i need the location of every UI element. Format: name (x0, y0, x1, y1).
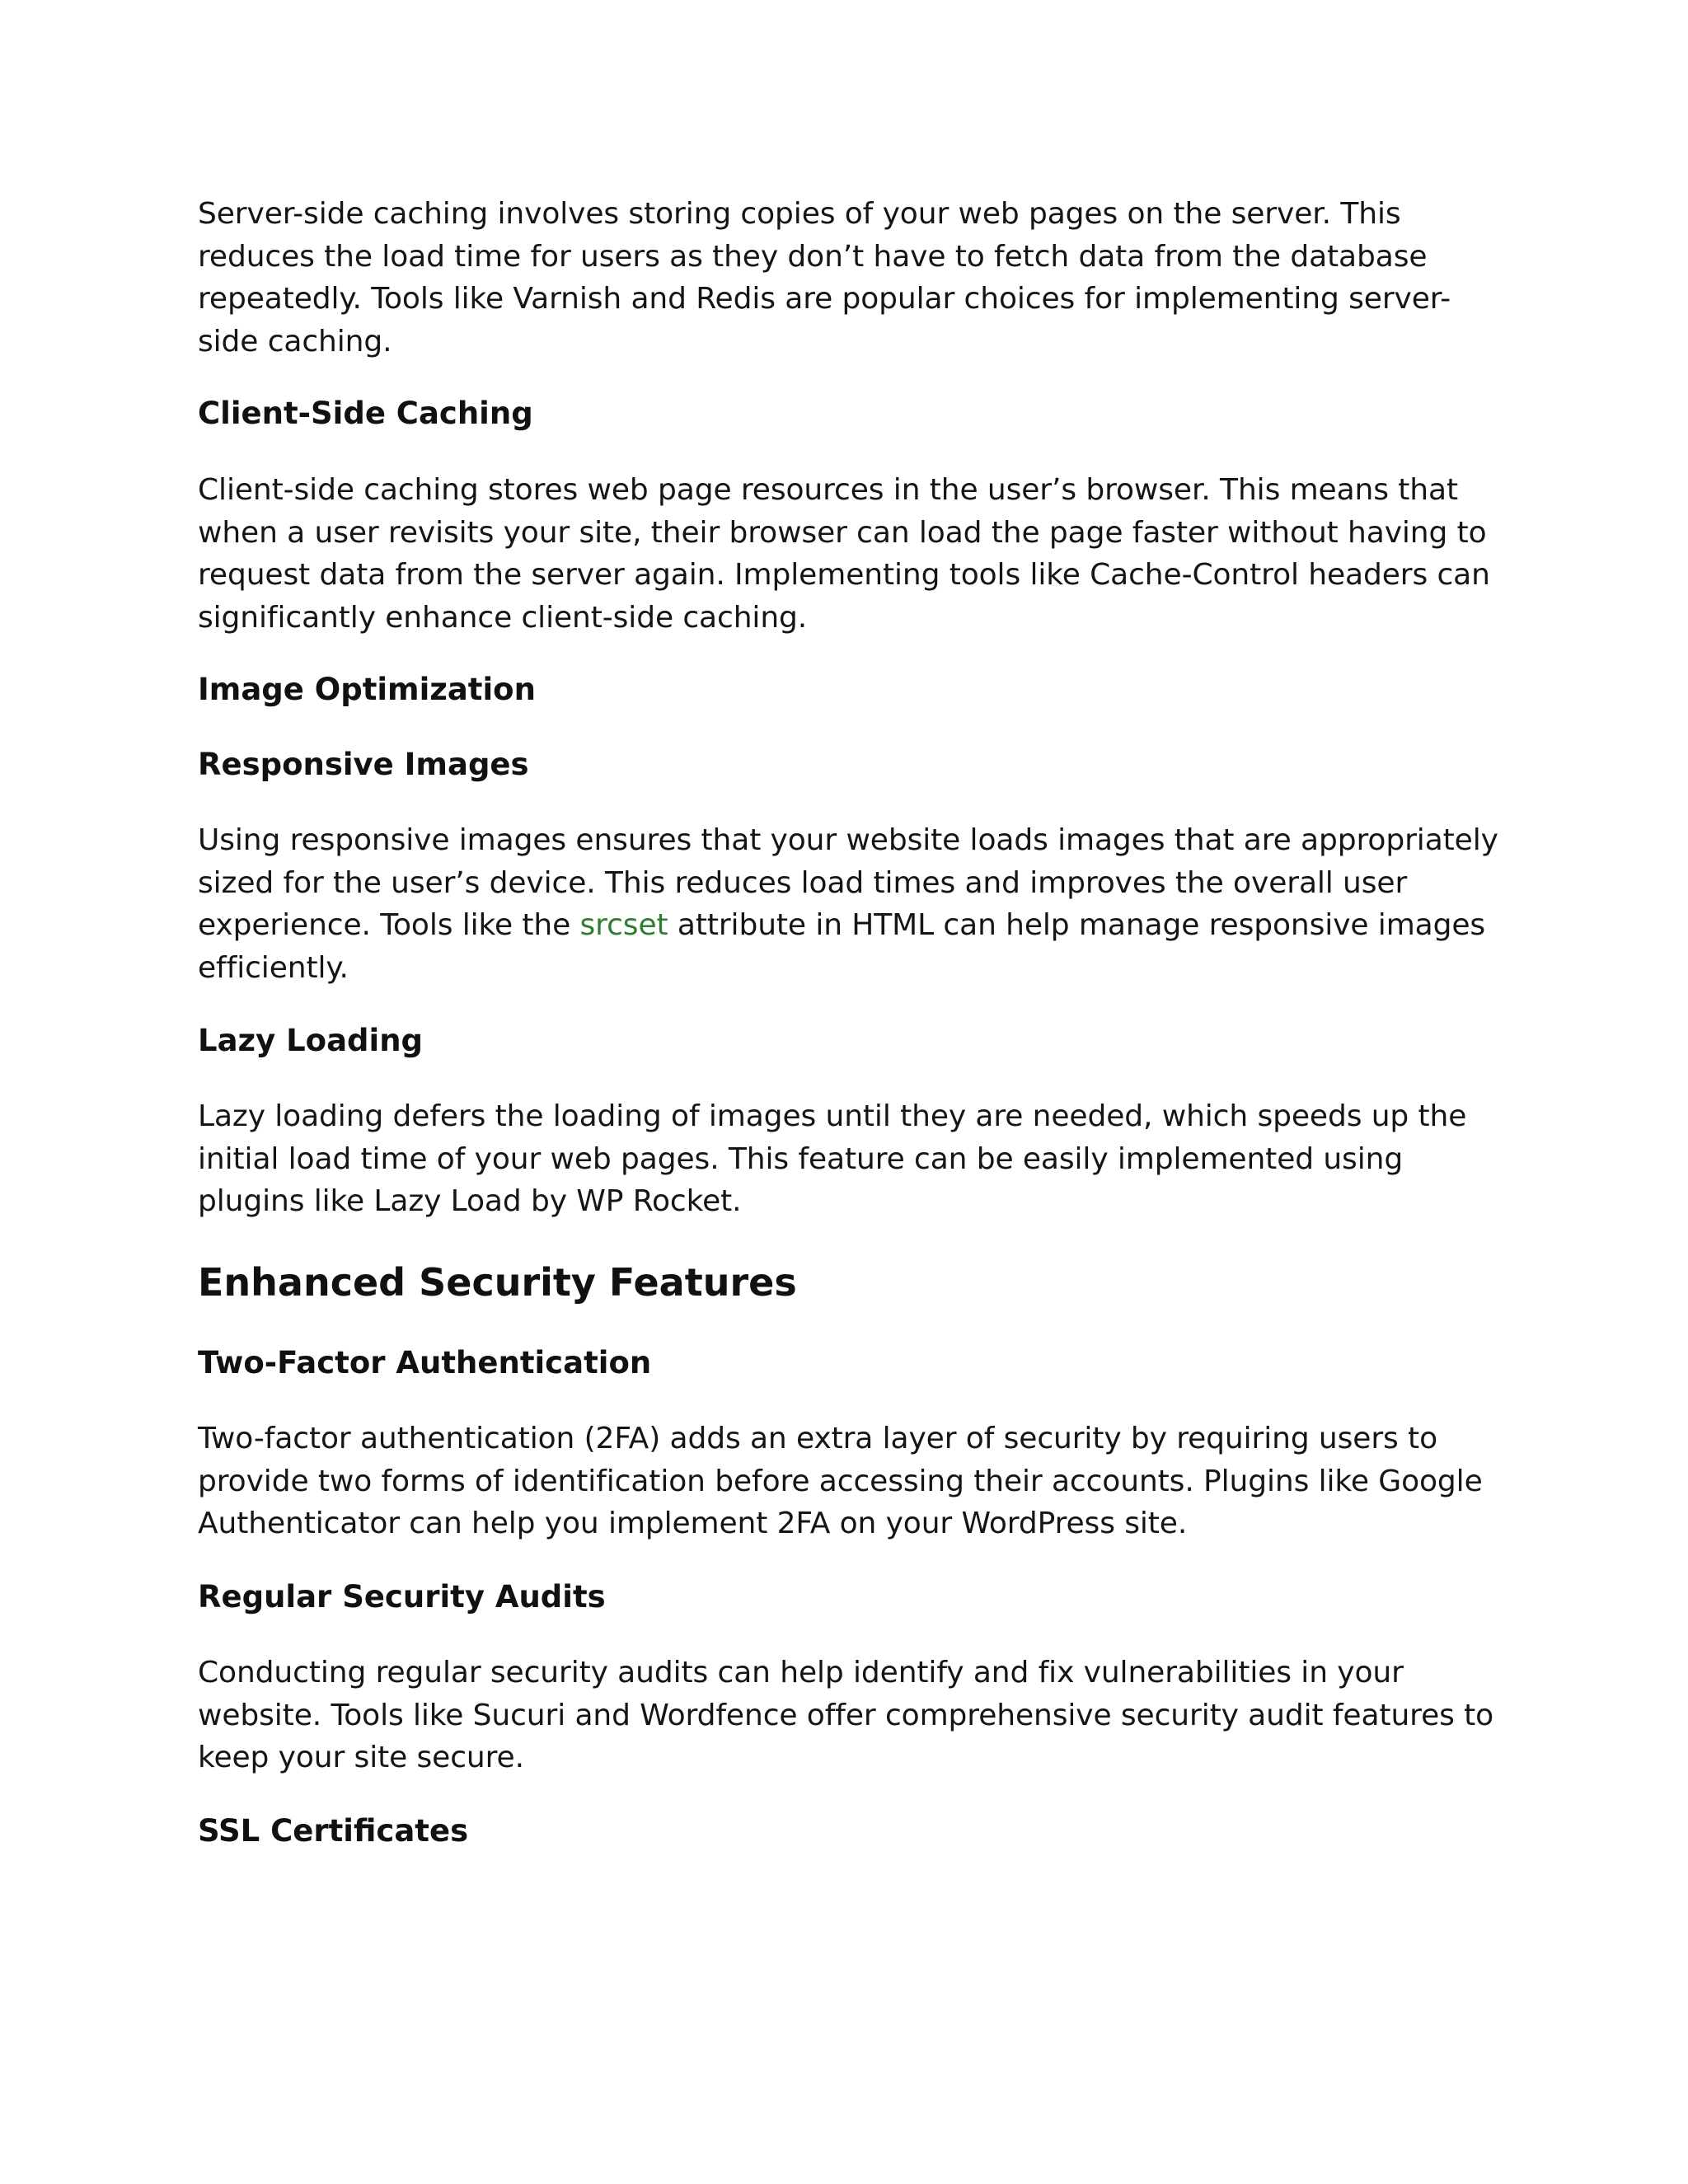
paragraph-responsive-images (198, 819, 1500, 989)
heading-responsive-images: Responsive Images (198, 747, 529, 782)
heading-enhanced-security-features: Enhanced Security Features (198, 1260, 797, 1305)
paragraph-text: Using responsive images ensures that your website loads images that are appropriately sized for the user’s device. This reduces load times and improves the overall user experience. Tools like the (198, 823, 1498, 942)
heading-image-optimization: Image Optimization (198, 672, 536, 707)
paragraph-regular-security-audits: Conducting regular security audits can help identify and fix vulnerabilities in your website. Tools like Sucuri and Wordfence offer comprehensive security audit features to keep your site secure. (198, 1656, 1494, 1774)
heading-client-side-caching: Client-Side Caching (198, 396, 533, 431)
heading-two-factor-authentication: Two-Factor Authentication (198, 1345, 652, 1380)
paragraph-lazy-loading: Lazy loading defers the loading of images until they are needed, which speeds up the initial load time of your web pages. This feature can be easily implemented using plugins like Lazy Load by WP Rocket. (198, 1099, 1467, 1218)
heading-regular-security-audits: Regular Security Audits (198, 1579, 606, 1615)
heading-ssl-certificates: SSL Certificates (198, 1813, 469, 1849)
paragraph-client-side-caching: Client-side caching stores web page resources in the user’s browser. This means that when a user revisits your site, their browser can load the page faster without having to request data from the server again. Implementing tools like Cache-Control headers can significantly enhance client-side caching. (198, 473, 1490, 635)
srcset-link[interactable]: srcset (579, 908, 668, 942)
paragraph-text: attribute in HTML can help manage responsive images efficiently. (198, 908, 1486, 985)
paragraph-two-factor-authentication: Two-factor authentication (2FA) adds an extra layer of security by requiring users to provide two forms of identification before accessing their accounts. Plugins like Google Authenticator can help you implement 2FA on your WordPress site. (198, 1422, 1483, 1540)
heading-lazy-loading: Lazy Loading (198, 1023, 424, 1058)
paragraph-server-side-caching: Server-side caching involves storing copies of your web pages on the server. This reduces the load time for users as they don’t have to fetch data from the database repeatedly. Tools like Varnish and Redis are popular choices for implementing server-side caching. (198, 197, 1451, 359)
